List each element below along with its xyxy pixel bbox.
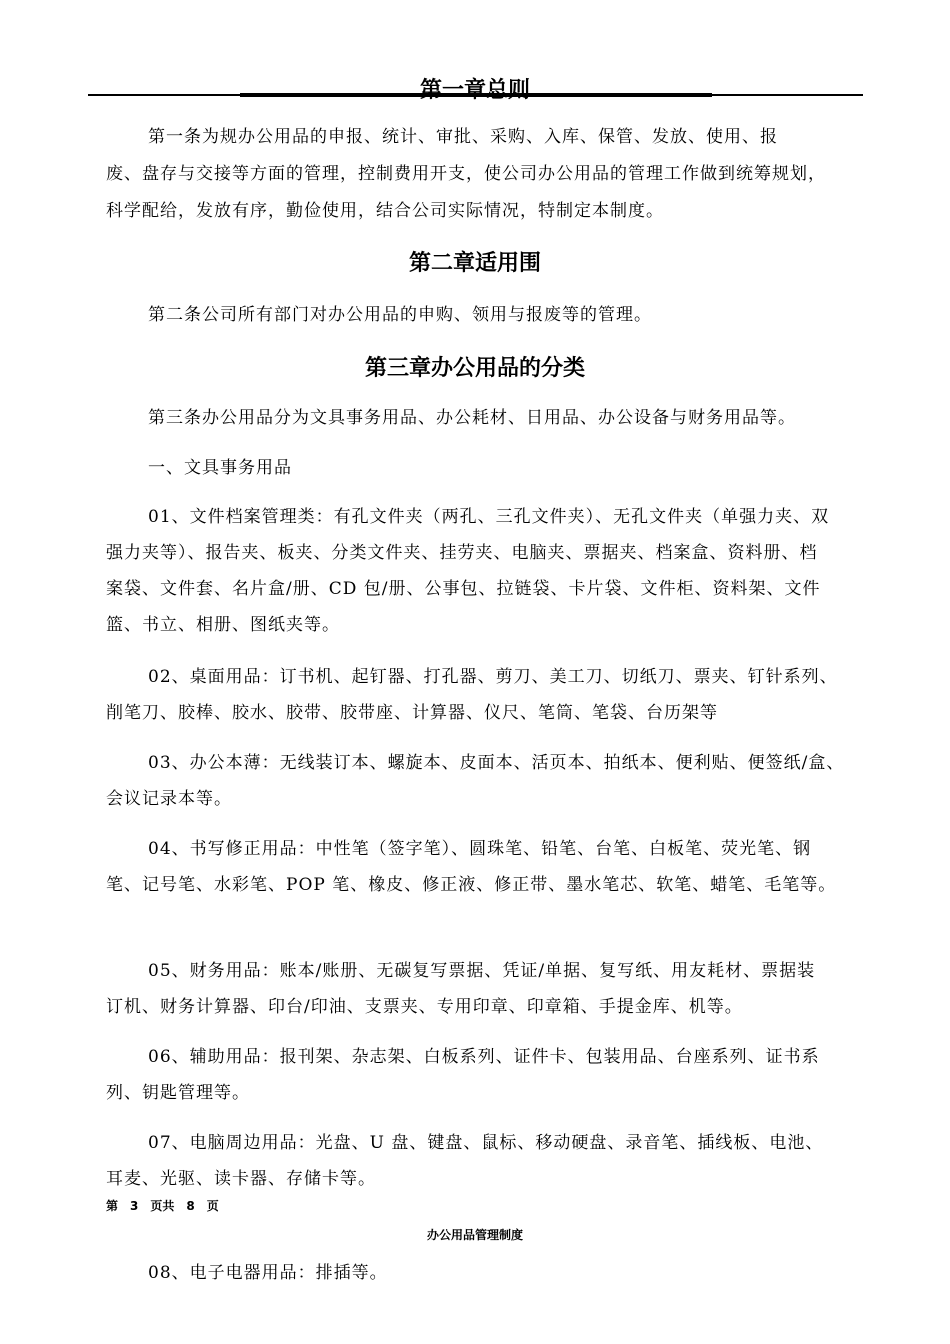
chapter3-section: 一、文具事务用品 bbox=[148, 458, 292, 478]
item02-line-1: 02、桌面用品：订书机、起钉器、打孔器、剪刀、美工刀、切纸刀、票夹、钉针系列、 bbox=[148, 667, 838, 687]
item07-line-1: 07、电脑周边用品：光盘、U 盘、键盘、鼠标、移动硬盘、录音笔、插线板、电池、 bbox=[148, 1133, 824, 1153]
chapter2-title: 第二章适用围 bbox=[408, 251, 541, 276]
item05-line-2: 订机、财务计算器、印台/印油、支票夹、专用印章、印章箱、手提金库、机等。 bbox=[106, 997, 743, 1017]
item04-line-1: 04、书写修正用品：中性笔（签字笔）、圆珠笔、铅笔、台笔、白板笔、荧光笔、钢 bbox=[148, 839, 812, 859]
item06-line-2: 列、钥匙管理等。 bbox=[106, 1083, 250, 1103]
item01-line-1: 01、文件档案管理类：有孔文件夹（两孔、三孔文件夹）、无孔文件夹（单强力夹、双 bbox=[148, 507, 830, 527]
item01-line-3: 案袋、文件套、名片盒/册、CD 包/册、公事包、拉链袋、卡片袋、文件柜、资料架、文件 bbox=[106, 579, 821, 599]
item03-line-2: 会议记录本等。 bbox=[106, 789, 232, 809]
chapter3-intro: 第三条办公用品分为文具事务用品、办公耗材、日用品、办公设备与财务用品等。 bbox=[148, 408, 796, 428]
item03-line-1: 03、办公本薄：无线装订本、螺旋本、皮面本、活页本、拍纸本、便利贴、便签纸/盒、 bbox=[148, 753, 845, 773]
chapter1-line-1: 第一条为规办公用品的申报、统计、审批、采购、入库、保管、发放、使用、报 bbox=[148, 127, 778, 147]
page-number: 第 3 页共 8 页 bbox=[106, 1199, 219, 1213]
chapter1-line-3: 科学配给，发放有序，勤俭使用，结合公司实际情况，特制定本制度。 bbox=[106, 201, 664, 221]
item06-line-1: 06、辅助用品：报刊架、杂志架、白板系列、证件卡、包装用品、台座系列、证书系 bbox=[148, 1047, 820, 1067]
item04-line-2: 笔、记号笔、水彩笔、POP 笔、橡皮、修正液、修正带、墨水笔芯、软笔、蜡笔、毛笔等。 bbox=[106, 875, 837, 895]
chapter3-title: 第三章办公用品的分类 bbox=[364, 356, 585, 381]
document-title: 办公用品管理制度 bbox=[426, 1228, 523, 1242]
item08-line-1: 08、电子电器用品：排插等。 bbox=[148, 1263, 388, 1283]
chapter2-line-1: 第二条公司所有部门对办公用品的申购、领用与报废等的管理。 bbox=[148, 305, 652, 325]
item05-line-1: 05、财务用品：账本/账册、无碳复写票据、凭证/单据、复写纸、用友耗材、票据装 bbox=[148, 961, 816, 981]
item02-line-2: 削笔刀、胶棒、胶水、胶带、胶带座、计算器、仪尺、笔筒、笔袋、台历架等 bbox=[106, 703, 718, 723]
chapter1-title: 第一章总则 bbox=[419, 78, 530, 103]
chapter1-line-2: 废、盘存与交接等方面的管理，控制费用开支，使公司办公用品的管理工作做到统筹规划， bbox=[106, 164, 826, 184]
item01-line-2: 强力夹等）、报告夹、板夹、分类文件夹、挂劳夹、电脑夹、票据夹、档案盒、资料册、档 bbox=[106, 543, 818, 563]
item07-line-2: 耳麦、光驱、读卡器、存储卡等。 bbox=[106, 1169, 376, 1189]
item01-line-4: 篮、书立、相册、图纸夹等。 bbox=[106, 615, 340, 635]
